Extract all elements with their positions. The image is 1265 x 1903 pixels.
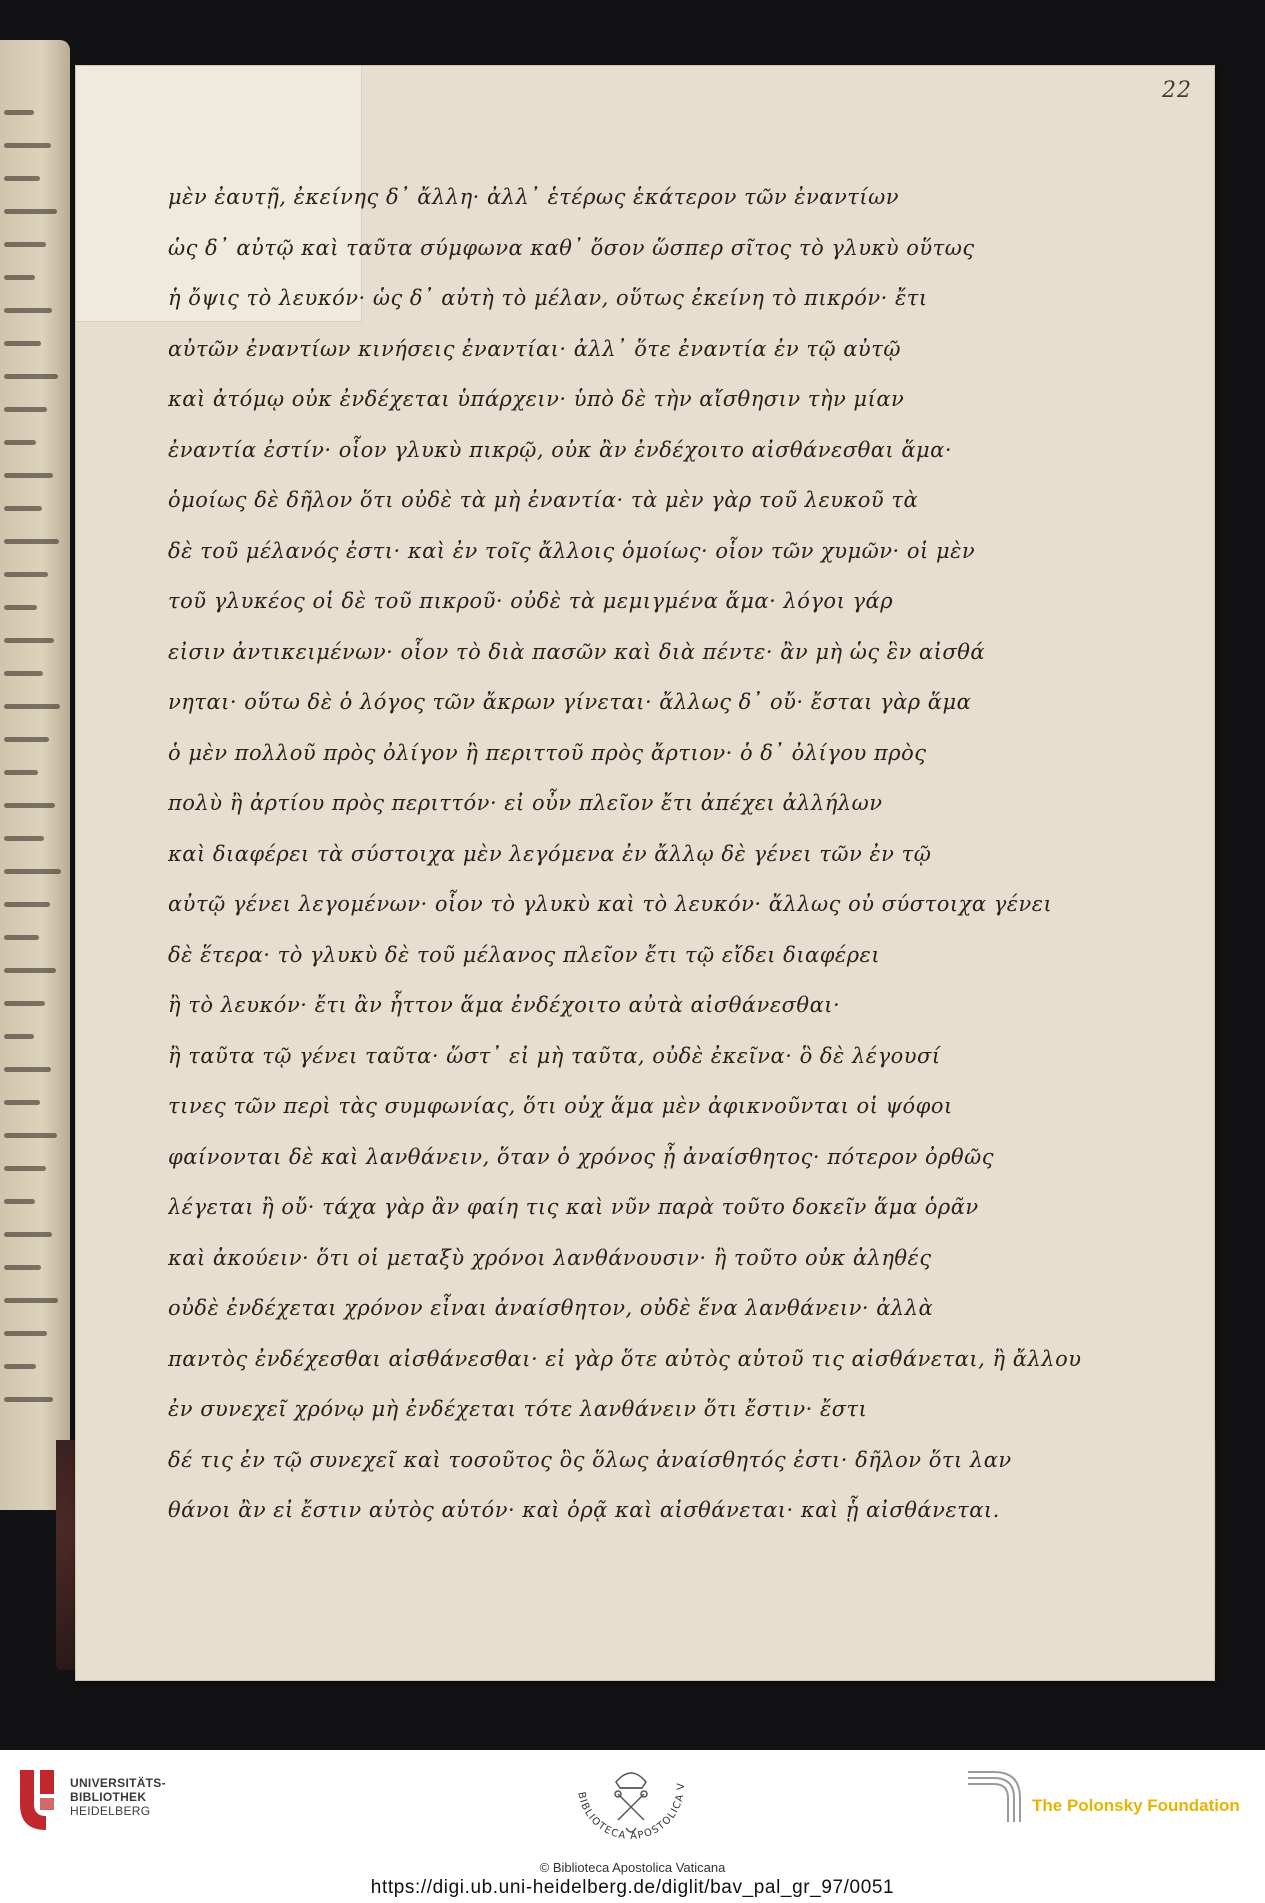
manuscript-line: φαίνονται δὲ καὶ λανθάνειν, ὅταν ὁ χρόνος ᾖ ἀναίσθητος· πότερον ὀρθῶς [168,1145,995,1169]
biblioteca-apostolica-vaticana-seal[interactable] [556,1758,706,1868]
footer [0,1750,1265,1903]
previous-page-text-stroke [4,1100,40,1105]
previous-page-text-stroke [4,341,41,346]
previous-page-text-stroke [4,1133,57,1138]
previous-page-text-stroke [4,704,60,709]
previous-page-text-stroke [4,1067,51,1072]
previous-page-text-stroke [4,539,59,544]
previous-page-text-stroke [4,803,55,808]
manuscript-text-block [168,182,1098,1552]
manuscript-line: δὲ ἕτερα· τὸ γλυκὺ δὲ τοῦ μέλανος πλεῖον ἔτι τῷ εἴδει διαφέρει [168,943,881,967]
manuscript-line: καὶ ἀτόμῳ οὐκ ἐνδέχεται ὑπάρχειν· ὑπὸ δὲ τὴν αἴσθησιν τὴν μίαν [168,387,905,411]
previous-page-text-stroke [4,572,48,577]
previous-page-text-stroke [4,1265,41,1270]
manuscript-line: ὁμοίως δὲ δῆλον ὅτι οὐδὲ τὰ μὴ ἐναντία· τὰ μὲν γὰρ τοῦ λευκοῦ τὰ [168,488,919,512]
previous-page-text-stroke [4,671,43,676]
manuscript-line: θάνοι ἂν εἰ ἔστιν αὐτὸς αὑτόν· καὶ ὁρᾷ καὶ αἰσθάνεται· καὶ ᾗ αἰσθάνεται. [168,1498,1000,1522]
previous-page-text-stroke [4,1034,34,1039]
previous-page-text-stroke [4,374,58,379]
manuscript-line: ὁ μὲν πολλοῦ πρὸς ὀλίγον ἢ περιττοῦ πρὸς ἄρτιον· ὁ δ᾽ ὀλίγου πρὸς [168,741,927,765]
previous-page-text-stroke [4,209,57,214]
manuscript-line: ἢ ταῦτα τῷ γένει ταῦτα· ὥστ᾽ εἰ μὴ ταῦτα, οὐδὲ ἐκεῖνα· ὃ δὲ λέγουσί [168,1044,941,1068]
manuscript-line: δέ τις ἐν τῷ συνεχεῖ καὶ τοσοῦτος ὃς ὅλως ἀναίσθητός ἐστι· δῆλον ὅτι λαν [168,1448,1012,1472]
manuscript-line: λέγεται ἢ οὔ· τάχα γὰρ ἂν φαίη τις καὶ νῦν παρὰ τοῦτο δοκεῖν ἅμα ὁρᾶν [168,1195,979,1219]
ub-name-line-3: HEIDELBERG [70,1804,151,1818]
previous-page-text-stroke [4,143,51,148]
manuscript-line: νηται· οὕτω δὲ ὁ λόγος τῶν ἄκρων γίνεται· ἄλλως δ᾽ οὔ· ἔσται γὰρ ἅμα [168,690,972,714]
manuscript-line: εἰσιν ἀντικειμένων· οἷον τὸ διὰ πασῶν καὶ διὰ πέντε· ἂν μὴ ὡς ἓν αἰσθά [168,640,986,664]
manuscript-line: αὐτῷ γένει λεγομένων· οἷον τὸ γλυκὺ καὶ τὸ λευκόν· ἄλλως οὐ σύστοιχα γένει [168,892,1053,916]
previous-page-text-stroke [4,869,61,874]
manuscript-line: οὐδὲ ἐνδέχεται χρόνον εἶναι ἀναίσθητον, οὐδὲ ἕνα λανθάνειν· ἀλλὰ [168,1296,934,1320]
previous-page-text-stroke [4,1298,58,1303]
previous-page-text-stroke [4,836,44,841]
polonsky-foundation-logo[interactable] [964,1764,1254,1834]
manuscript-line: τινες τῶν περὶ τὰς συμφωνίας, ὅτι οὐχ ἅμα μὲν ἀφικνοῦνται οἱ ψόφοι [168,1094,953,1118]
polonsky-foundation-name: The Polonsky Foundation [1032,1796,1240,1815]
ub-name-line-2: BIBLIOTHEK [70,1790,147,1804]
previous-page-text-stroke [4,605,37,610]
ub-heidelberg-logo[interactable] [14,1764,174,1836]
previous-page-edge [0,40,70,1510]
manuscript-line: δὲ τοῦ μέλανός ἐστι· καὶ ἐν τοῖς ἄλλοις ὁμοίως· οἷον τῶν χυμῶν· οἱ μὲν [168,539,976,563]
previous-page-text-stroke [4,440,36,445]
previous-page-text-stroke [4,506,42,511]
manuscript-line: ἐναντία ἐστίν· οἷον γλυκὺ πικρῷ, οὐκ ἂν ἐνδέχοιτο αἰσθάνεσθαι ἅμα· [168,438,953,462]
ub-name-line-1: UNIVERSITÄTS- [70,1776,166,1790]
manuscript-line: πολὺ ἢ ἀρτίου πρὸς περιττόν· εἰ οὖν πλεῖον ἔτι ἀπέχει ἀλλήλων [168,791,883,815]
previous-page-text-stroke [4,638,54,643]
previous-page-text-stroke [4,1397,53,1402]
papal-seal-icon [556,1758,706,1868]
manuscript-line: τοῦ γλυκέος οἱ δὲ τοῦ πικροῦ· οὐδὲ τὰ μεμιγμένα ἅμα· λόγοι γάρ [168,589,894,613]
polonsky-arches-icon [964,1764,1028,1824]
previous-page-text-stroke [4,473,53,478]
manuscript-line: καὶ διαφέρει τὰ σύστοιχα μὲν λεγόμενα ἐν ἄλλῳ δὲ γένει τῶν ἐν τῷ [168,842,932,866]
ub-heidelberg-name [70,1776,166,1818]
svg-text:BIBLIOTECA APOSTOLICA VATICANA [556,1758,687,1842]
previous-page-text-stroke [4,407,47,412]
previous-page-text-stroke [4,1166,46,1171]
previous-page-text-stroke [4,770,38,775]
folio-number: 22 [1162,78,1192,103]
manuscript-line: ἡ ὄψις τὸ λευκόν· ὡς δ᾽ αὐτὴ τὸ μέλαν, οὕτως ἐκείνη τὸ πικρόν· ἔτι [168,286,928,310]
manuscript-line: καὶ ἀκούειν· ὅτι οἱ μεταξὺ χρόνοι λανθάνουσιν· ἢ τοῦτο οὐκ ἀληθές [168,1246,932,1270]
previous-page-text-stroke [4,1232,52,1237]
manuscript-line: παντὸς ἐνδέχεσθαι αἰσθάνεσθαι· εἰ γὰρ ὅτε αὐτὸς αὑτοῦ τις αἰσθάνεται, ἢ ἄλλου [168,1347,1082,1371]
previous-page-text-stroke [4,1364,36,1369]
previous-page-text-stroke [4,1331,47,1336]
ub-heidelberg-mark-icon [14,1764,62,1836]
previous-page-text-stroke [4,968,56,973]
manuscript-folio [76,66,1214,1680]
manuscript-line: αὐτῶν ἐναντίων κινήσεις ἐναντίαι· ἀλλ᾽ ὅτε ἐναντία ἐν τῷ αὐτῷ [168,337,901,361]
previous-page-text-stroke [4,935,39,940]
bav-seal-text: BIBLIOTECA APOSTOLICA V [575,1782,688,1843]
previous-page-text-stroke [4,110,34,115]
copyright-notice: © Biblioteca Apostolica Vaticana [539,1860,726,1875]
previous-page-text-stroke [4,176,40,181]
manuscript-line: ὡς δ᾽ αὐτῷ καὶ ταῦτα σύμφωνα καθ᾽ ὅσον ὥσπερ σῖτος τὸ γλυκὺ οὕτως [168,236,975,260]
permalink-url[interactable]: https://digi.ub.uni-heidelberg.de/diglit/bav_pal_gr_97/0051 [370,1877,895,1898]
manuscript-line: ἢ τὸ λευκόν· ἔτι ἂν ἧττον ἅμα ἐνδέχοιτο αὐτὰ αἰσθάνεσθαι· [168,993,841,1017]
manuscript-line: μὲν ἐαυτῇ, ἐκείνης δ᾽ ἄλλη· ἀλλ᾽ ἑτέρως ἑκάτερον τῶν ἐναντίων [168,185,899,209]
previous-page-text-stroke [4,1001,45,1006]
previous-page-text-stroke [4,242,46,247]
previous-page-text-stroke [4,902,50,907]
previous-page-text-stroke [4,1199,35,1204]
previous-page-text-stroke [4,737,49,742]
manuscript-line: ἐν συνεχεῖ χρόνῳ μὴ ἐνδέχεται τότε λανθάνειν ὅτι ἔστιν· ἔστι [168,1397,868,1421]
previous-page-text-stroke [4,308,52,313]
previous-page-text-stroke [4,275,35,280]
